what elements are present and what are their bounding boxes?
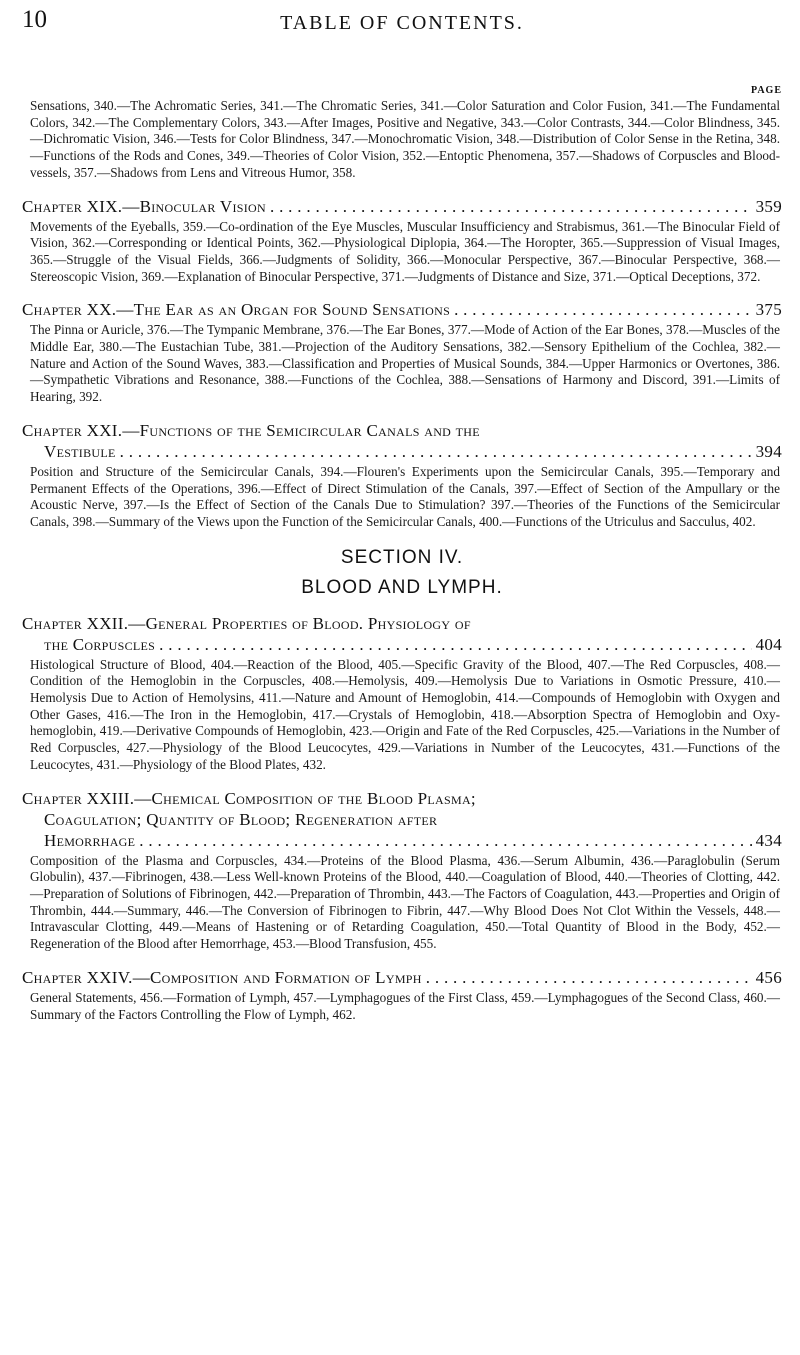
chapter-page-number: 456 xyxy=(755,967,782,987)
dot-leader xyxy=(159,634,751,655)
chapter-title: Chapter XXII.—General Properties of Blood. Physiology of xyxy=(22,613,471,633)
table-of-contents xyxy=(22,98,782,1023)
dot-leader xyxy=(454,299,752,320)
running-title: TABLE OF CONTENTS. xyxy=(280,12,524,34)
chapter-title: Chapter XIX.—Binocular Vision xyxy=(22,196,266,216)
chapter-page-number: 404 xyxy=(755,634,782,654)
topic-list: Position and Structure of the Semicircular Canals, 394.—Flouren's Experiments upon the Semicircular Canals, 395.—Temporary and Permanent Effects of the Operations, 396.—Effect of Direct Stimulation of the Canals, 397.—Effect of Section of the Ampullary or the Acoustic Nerve, 397.—Is the Effect of Section of the Canals Due to Stimulation? 397.—Theories of the Functions of the Semicircular Canals, 398.—Summary of the Views upon the Function of the Semicircular Canals, 400.—Functions of the Utriculus and Sacculus, 402. xyxy=(30,463,780,529)
chapter-title: Chapter XXIV.—Composition and Formation of Lymph xyxy=(22,967,422,987)
topic-list: Movements of the Eyeballs, 359.—Co-ordination of the Eye Muscles, Muscular Insufficiency and Strabismus, 361.—The Binocular Field of Vision, 362.—Corresponding or Identical Points, 362.—Physiological Diplopia, 364.—The Horopter, 365.—Suppression of Visual Images, 365.—Struggle of the Visual Fields, 366.—Judgments of Solidity, 366.—Monocular Perspective, 367.—Binocular Perspective, 368.—Stereoscopic Vision, 369.—Explanation of Binocular Perspective, 371.—Judgments of Distance and Size, 371.—Optical Deceptions, 372. xyxy=(30,218,780,284)
topic-list: The Pinna or Auricle, 376.—The Tympanic Membrane, 376.—The Ear Bones, 377.—Mode of Action of the Ear Bones, 378.—Muscles of the Middle Ear, 380.—The Eustachian Tube, 381.—Projection of the Auditory Sensations, 382.—Sensory Epithelium of the Cochlea, 382.—Nature and Action of the Sound Waves, 383.—Classification and Properties of Musical Sounds, 384.—Upper Harmonics or Overtones, 386.—Sympathetic Vibrations and Resonance, 388.—Functions of the Cochlea, 388.—Sensations of Harmony and Discord, 391.—Limits of Hearing, 392. xyxy=(30,322,780,405)
chapter-page-number: 434 xyxy=(755,830,782,850)
page xyxy=(22,0,782,1023)
dot-leader xyxy=(120,441,752,462)
chapter-title: Vestibule xyxy=(44,441,116,461)
chapter-title: Chapter XXI.—Functions of the Semicircular Canals and the xyxy=(22,420,480,440)
section-subheading: BLOOD AND LYMPH. xyxy=(301,576,503,598)
chapter-page-number: 359 xyxy=(755,196,782,216)
dot-leader xyxy=(270,196,752,217)
chapter-title: Coagulation; Quantity of Blood; Regeneration after xyxy=(44,809,438,829)
running-head xyxy=(22,6,782,50)
chapter-title: Hemorrhage xyxy=(44,830,136,850)
chapter-entry[interactable] xyxy=(22,613,782,655)
chapter-page-number: 375 xyxy=(755,300,782,320)
section-heading: SECTION IV. xyxy=(340,546,464,568)
topic-list: Sensations, 340.—The Achromatic Series, 341.—The Chromatic Series, 341.—Color Saturation and Color Fusion, 341.—The Fundamental Colors, 342.—The Complementary Colors, 343.—After Images, Positive and Negative, 343.—Color Contrasts, 344.—Color Blindness, 345.—Dichromatic Vision, 346.—Tests for Color Blindness, 347.—Monochromatic Vision, 348.—Distribution of Color Sense in the Retina, 348.—Functions of the Rods and Cones, 349.—Theories of Color Vision, 352.—Entoptic Phenomena, 357.—Shadows of Corpuscles and Blood-vessels, 357.—Shadows from Lens and Vitreous Humor, 358. xyxy=(30,98,780,180)
chapter-entry[interactable] xyxy=(22,788,782,851)
chapter-entry[interactable] xyxy=(22,967,782,988)
topic-list: Histological Structure of Blood, 404.—Reaction of the Blood, 405.—Specific Gravity of the Blood, 407.—The Red Corpuscles, 408.—Condition of the Hemoglobin in the Corpuscles, 408.—Hemolysis, 409.—Hemolysis Due to Variations in Osmotic Pressure, 410.—Hemolysis Due to Action of Hemolysins, 411.—Nature and Amount of Hemoglobin, 414.—Compounds of Hemoglobin with Oxygen and Other Gases, 416.—The Iron in the Hemoglobin, 417.—Crystals of Hemoglobin, 418.—Absorption Spectra of Hemoglobin and Oxy-hemoglobin, 419.—Derivative Compounds of Hemoglobin, 423.—Origin and Fate of the Red Corpuscles, 425.—Variations in the Number of Red Corpuscles, 427.—Physiology of the Blood Leucocytes, 429.—Variations in Number of the Leucocytes, 431.—Functions of the Leucocytes, 431.—Physiology of the Blood Plates, 432. xyxy=(30,656,780,772)
chapter-entry[interactable] xyxy=(22,420,782,462)
chapter-entry[interactable] xyxy=(22,196,782,217)
dot-leader xyxy=(139,830,751,851)
page-number: 10 xyxy=(22,6,47,33)
topic-list: Composition of the Plasma and Corpuscles, 434.—Proteins of the Blood Plasma, 436.—Serum Albumin, 436.—Paraglobulin (Serum Globulin), 437.—Fibrinogen, 438.—Less Well-known Proteins of the Blood, 440.—Coagulation of Blood, 440.—Theories of Clotting, 442.—Preparation of Solutions of Fibrinogen, 442.—Preparation of Thrombin, 443.—The Factors of Coagulation, 443.—Properties and Origin of Thrombin, 444.—Summary, 446.—The Conversion of Fibrinogen to Fibrin, 447.—Why Blood Does Not Clot Within the Vessels, 448.—Intravascular Clotting, 449.—Means of Hastening or of Retarding Coagulation, 450.—Total Quantity of Blood in the Body, 452.—Regeneration of the Blood after Hemorrhage, 453.—Blood Transfusion, 455. xyxy=(30,852,780,952)
chapter-title: Chapter XXIII.—Chemical Composition of the Blood Plasma; xyxy=(22,788,476,808)
topic-list: General Statements, 456.—Formation of Lymph, 457.—Lymphagogues of the First Class, 459.—Lymphagogues of the Second Class, 460.—Summary of the Factors Controlling the Flow of Lymph, 462. xyxy=(30,989,780,1022)
chapter-entry[interactable] xyxy=(22,299,782,320)
chapter-page-number: 394 xyxy=(755,441,782,461)
chapter-title: the Corpuscles xyxy=(44,634,156,654)
chapter-title: Chapter XX.—The Ear as an Organ for Sound Sensations xyxy=(22,300,451,320)
page-column-label: PAGE xyxy=(750,85,782,96)
dot-leader xyxy=(426,967,752,988)
